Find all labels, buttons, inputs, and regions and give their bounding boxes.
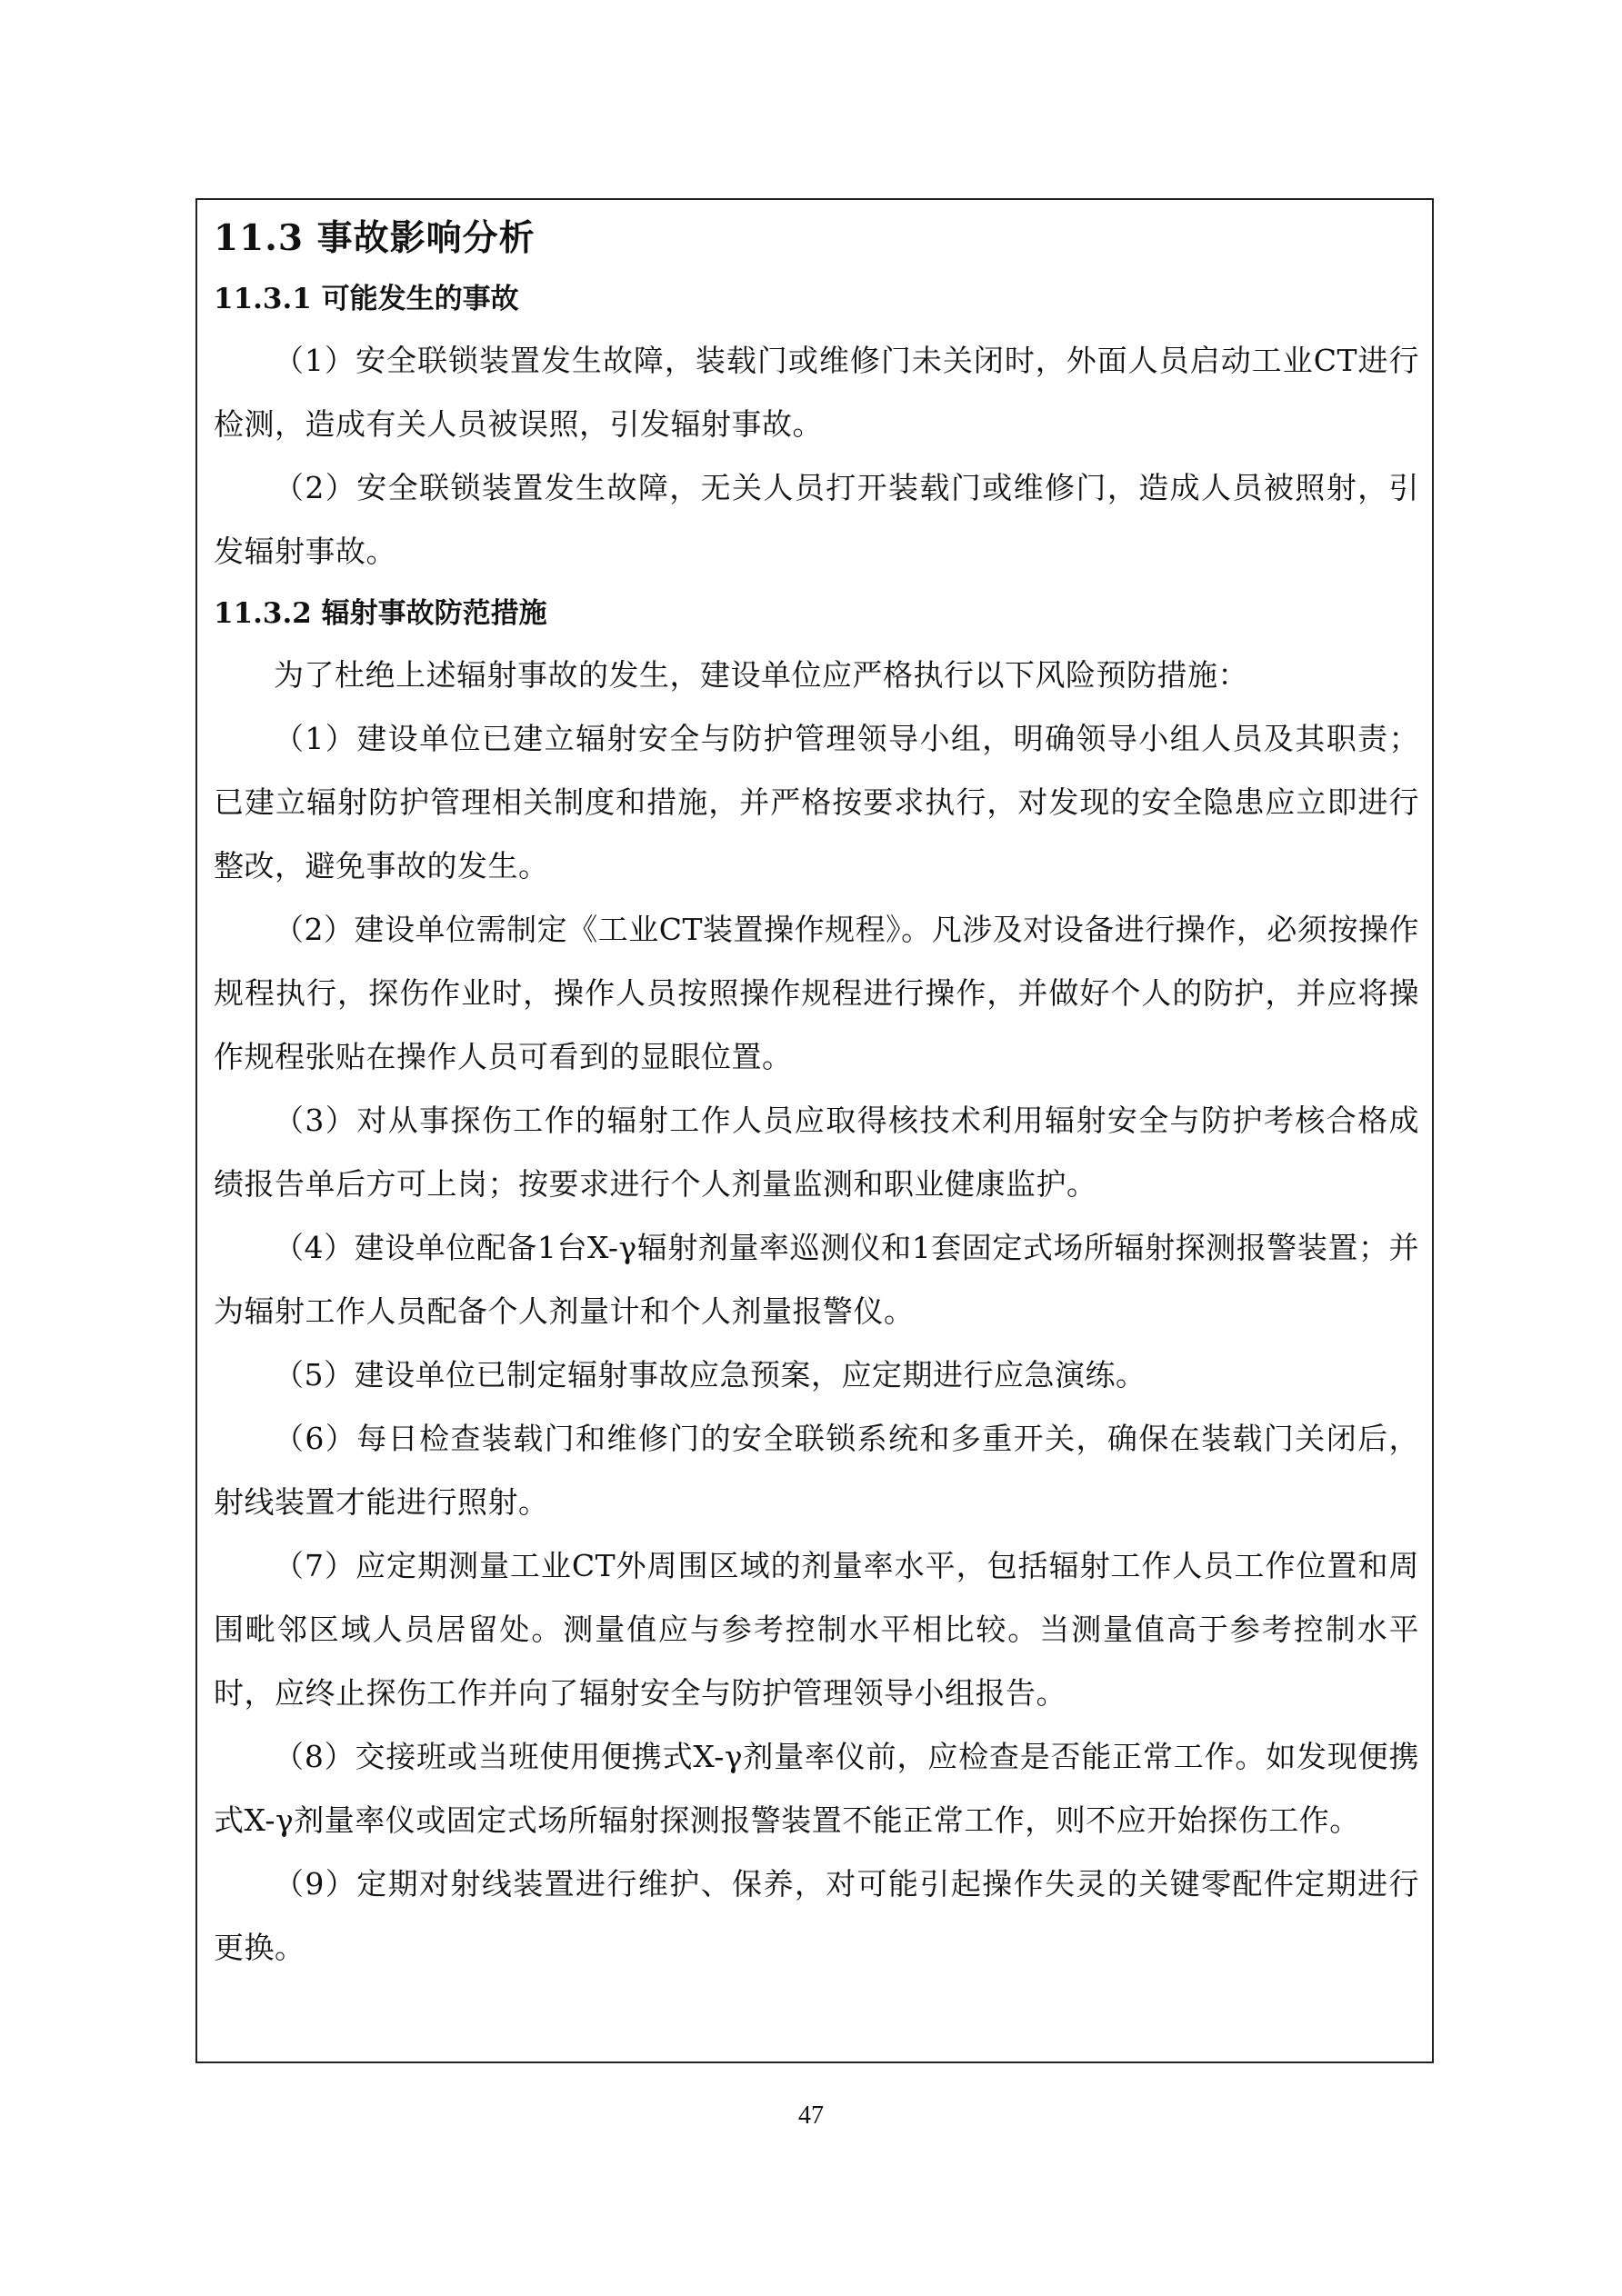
measure-item-8: （8）交接班或当班使用便携式X-γ剂量率仪前，应检查是否能正常工作。如发现便携式X-γ剂量率仪或固定式场所辐射探测报警装置不能正常工作，则不应开始探伤工作。	[214, 1739, 1419, 1838]
subsection-title-possible-accidents: 11.3.1 可能发生的事故	[214, 283, 519, 315]
subsection-title-prevention-measures: 11.3.2 辐射事故防范措施	[214, 597, 547, 630]
measure-item-1: （1）建设单位已建立辐射安全与防护管理领导小组，明确领导小组人员及其职责；已建立辐射防护管理相关制度和措施，并严格按要求执行，对发现的安全隐患应立即进行整改，避免事故的发生。	[214, 721, 1419, 883]
accident-paragraph-2: （2）安全联锁装置发生故障，无关人员打开装载门或维修门，造成人员被照射，引发辐射事故。	[214, 470, 1419, 569]
measure-item-4: （4）建设单位配备1台X-γ辐射剂量率巡测仪和1套固定式场所辐射探测报警装置；并为辐射工作人员配备个人剂量计和个人剂量报警仪。	[214, 1230, 1419, 1329]
accident-paragraph-1: （1）安全联锁装置发生故障，装载门或维修门未关闭时，外面人员启动工业CT进行检测，造成有关人员被误照，引发辐射事故。	[214, 343, 1419, 442]
measure-item-3: （3）对从事探伤工作的辐射工作人员应取得核技术利用辐射安全与防护考核合格成绩报告单后方可上岗；按要求进行个人剂量监测和职业健康监护。	[214, 1103, 1419, 1202]
measure-item-7: （7）应定期测量工业CT外周围区域的剂量率水平，包括辐射工作人员工作位置和周围毗邻区域人员居留处。测量值应与参考控制水平相比较。当测量值高于参考控制水平时，应终止探伤工作并向了辐射安全与防护管理领导小组报告。	[214, 1548, 1419, 1711]
content-table-frame	[195, 198, 1434, 2063]
measure-item-6: （6）每日检查装载门和维修门的安全联锁系统和多重开关，确保在装载门关闭后，射线装置才能进行照射。	[214, 1421, 1419, 1520]
section-title: 11.3 事故影响分析	[214, 217, 536, 259]
measure-item-5: （5）建设单位已制定辐射事故应急预案，应定期进行应急演练。	[274, 1357, 1146, 1393]
page-number: 47	[798, 2101, 824, 2130]
measures-intro: 为了杜绝上述辐射事故的发生，建设单位应严格执行以下风险预防措施：	[274, 657, 1248, 693]
measure-item-9: （9）定期对射线装置进行维护、保养，对可能引起操作失灵的关键零配件定期进行更换。	[214, 1866, 1419, 1965]
measure-item-2: （2）建设单位需制定《工业CT装置操作规程》。凡涉及对设备进行操作，必须按操作规程执行，探伤作业时，操作人员按照操作规程进行操作，并做好个人的防护，并应将操作规程张贴在操作人员可看到的显眼位置。	[214, 912, 1419, 1074]
